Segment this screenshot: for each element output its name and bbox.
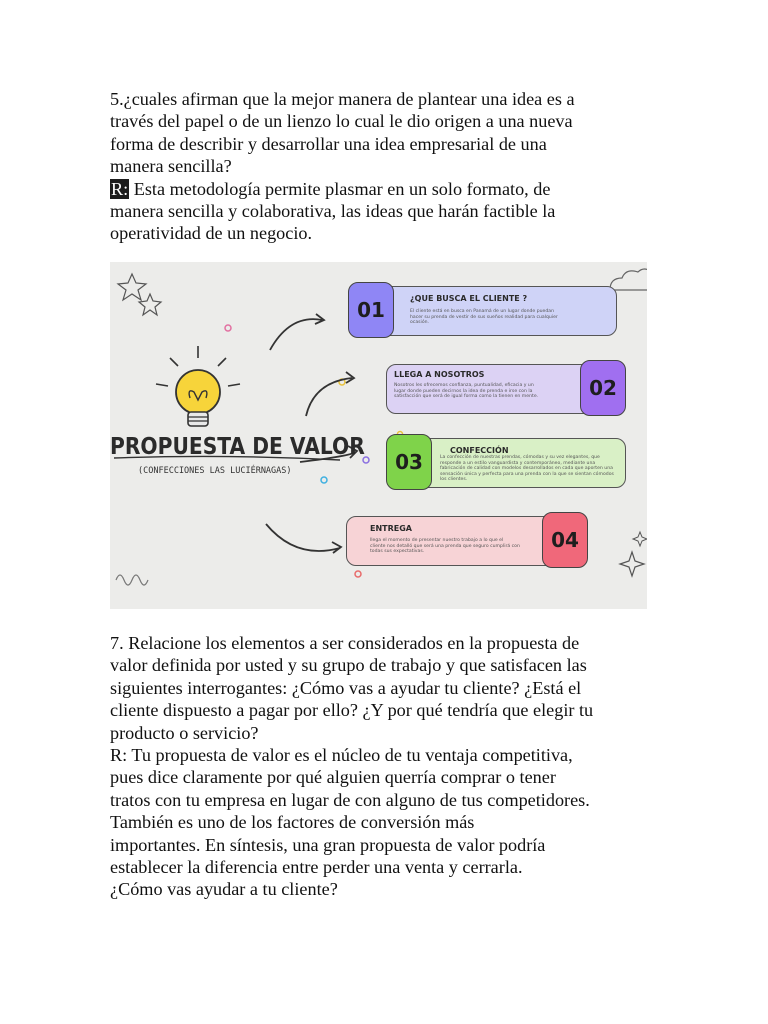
infographic-subtitle: (CONFECCIONES LAS LUCIÉRNAGAS) bbox=[138, 466, 292, 476]
card-04-text: llega el momento de presentar nuestro trabajo a lo que el cliente nos detalló que será una prenda que seguro cumplirá con todas sus expectativas. bbox=[370, 538, 520, 555]
cloud-icon bbox=[610, 269, 647, 290]
question-5-line: través del papel o de un lienzo lo cual le dio origen a una nueva bbox=[110, 111, 573, 132]
card-02-title: LLEGA A NOSOTROS bbox=[394, 370, 485, 379]
answer-5-line bbox=[110, 178, 670, 200]
answer-5-line: operatividad de un negocio. bbox=[110, 223, 313, 244]
sparkle-icon bbox=[620, 552, 644, 576]
star-icon bbox=[118, 274, 146, 300]
card-02-number: 02 bbox=[580, 360, 626, 416]
card-01-title: ¿QUE BUSCA EL CLIENTE ? bbox=[410, 294, 528, 303]
card-01-text: El cliente está en busca en Panamá de un lugar donde puedan hacer su prenda de vestir de sus sueños realidad para cualquier ocasión. bbox=[410, 309, 558, 326]
answer-7-line: establecer la diferencia entre perder una venta y cerrarla. bbox=[110, 857, 523, 878]
card-01-number: 01 bbox=[348, 282, 394, 338]
question-7-line: 7. Relacione los elementos a ser considerados en la propuesta de bbox=[110, 633, 580, 653]
squiggle-icon bbox=[116, 575, 148, 585]
lightbulb-icon bbox=[176, 370, 220, 426]
answer-7-line: R: Tu propuesta de valor es el núcleo de tu ventaja competitiva, bbox=[110, 745, 573, 766]
answer-7-line: pues dice claramente por qué alguien querría comprar o tener bbox=[110, 767, 556, 788]
card-03-number: 03 bbox=[386, 434, 432, 490]
card-03-title: CONFECCIÓN bbox=[450, 446, 509, 455]
question-5-block bbox=[110, 88, 670, 245]
sparkle-icon bbox=[633, 532, 647, 546]
answer-7-line: importantes. En síntesis, una gran propuesta de valor podría bbox=[110, 834, 546, 855]
answer-5-line: manera sencilla y colaborativa, las ideas que harán factible la bbox=[110, 201, 556, 222]
star-icon bbox=[139, 294, 161, 315]
question-7-line: siguientes interrogantes: ¿Cómo vas a ayudar tu cliente? ¿Está el bbox=[110, 677, 582, 698]
value-proposition-infographic bbox=[110, 262, 647, 609]
answer-marker: R: bbox=[111, 178, 129, 199]
answer-7-line: También es uno de los factores de conversión más bbox=[110, 812, 475, 833]
question-7-line: cliente dispuesto a pagar por ello? ¿Y por qué tendría que elegir tu bbox=[110, 700, 594, 721]
question-7-line: valor definida por usted y su grupo de trabajo y que satisfacen las bbox=[110, 655, 587, 676]
question-5-line: forma de describir y desarrollar una idea empresarial de una bbox=[110, 133, 547, 154]
card-03-text: La confección de nuestras prendas, cómodas y su vez elegantes, que responde a un estilo vanguardista y contemporáneo, mediante una fabricación de calidad con modelos desarrollados en cada que aporten una sensación única y perfecta para una prenda con la que se sientan cómodos los clientes. bbox=[440, 455, 614, 483]
answer-7-line: tratos con tu empresa en lugar de con alguno de tus competidores. bbox=[110, 789, 590, 810]
infographic-title: PROPUESTA DE VALOR bbox=[110, 434, 365, 460]
answer-7-line: ¿Cómo vas ayudar a tu cliente? bbox=[110, 879, 338, 900]
card-04-title: ENTREGA bbox=[370, 524, 412, 533]
arrow-icon bbox=[266, 524, 340, 551]
question-5-line: 5.¿cuales afirman que la mejor manera de plantear una idea es a bbox=[110, 89, 575, 109]
question-5-line: manera sencilla? bbox=[110, 156, 232, 177]
card-02-text: Nosotros les ofrecemos confianza, puntualidad, eficacia y un lugar donde pueden decirnos la idea de prenda e irse con la satisfacción que será de igual forma como la tienen en mente. bbox=[394, 383, 539, 400]
card-04-number: 04 bbox=[542, 512, 588, 568]
question-7-line: producto o servicio? bbox=[110, 722, 259, 743]
question-7-block bbox=[110, 632, 670, 901]
answer-5-text: Esta metodología permite plasmar en un solo formato, de bbox=[129, 178, 551, 199]
arrow-icon bbox=[270, 319, 322, 350]
